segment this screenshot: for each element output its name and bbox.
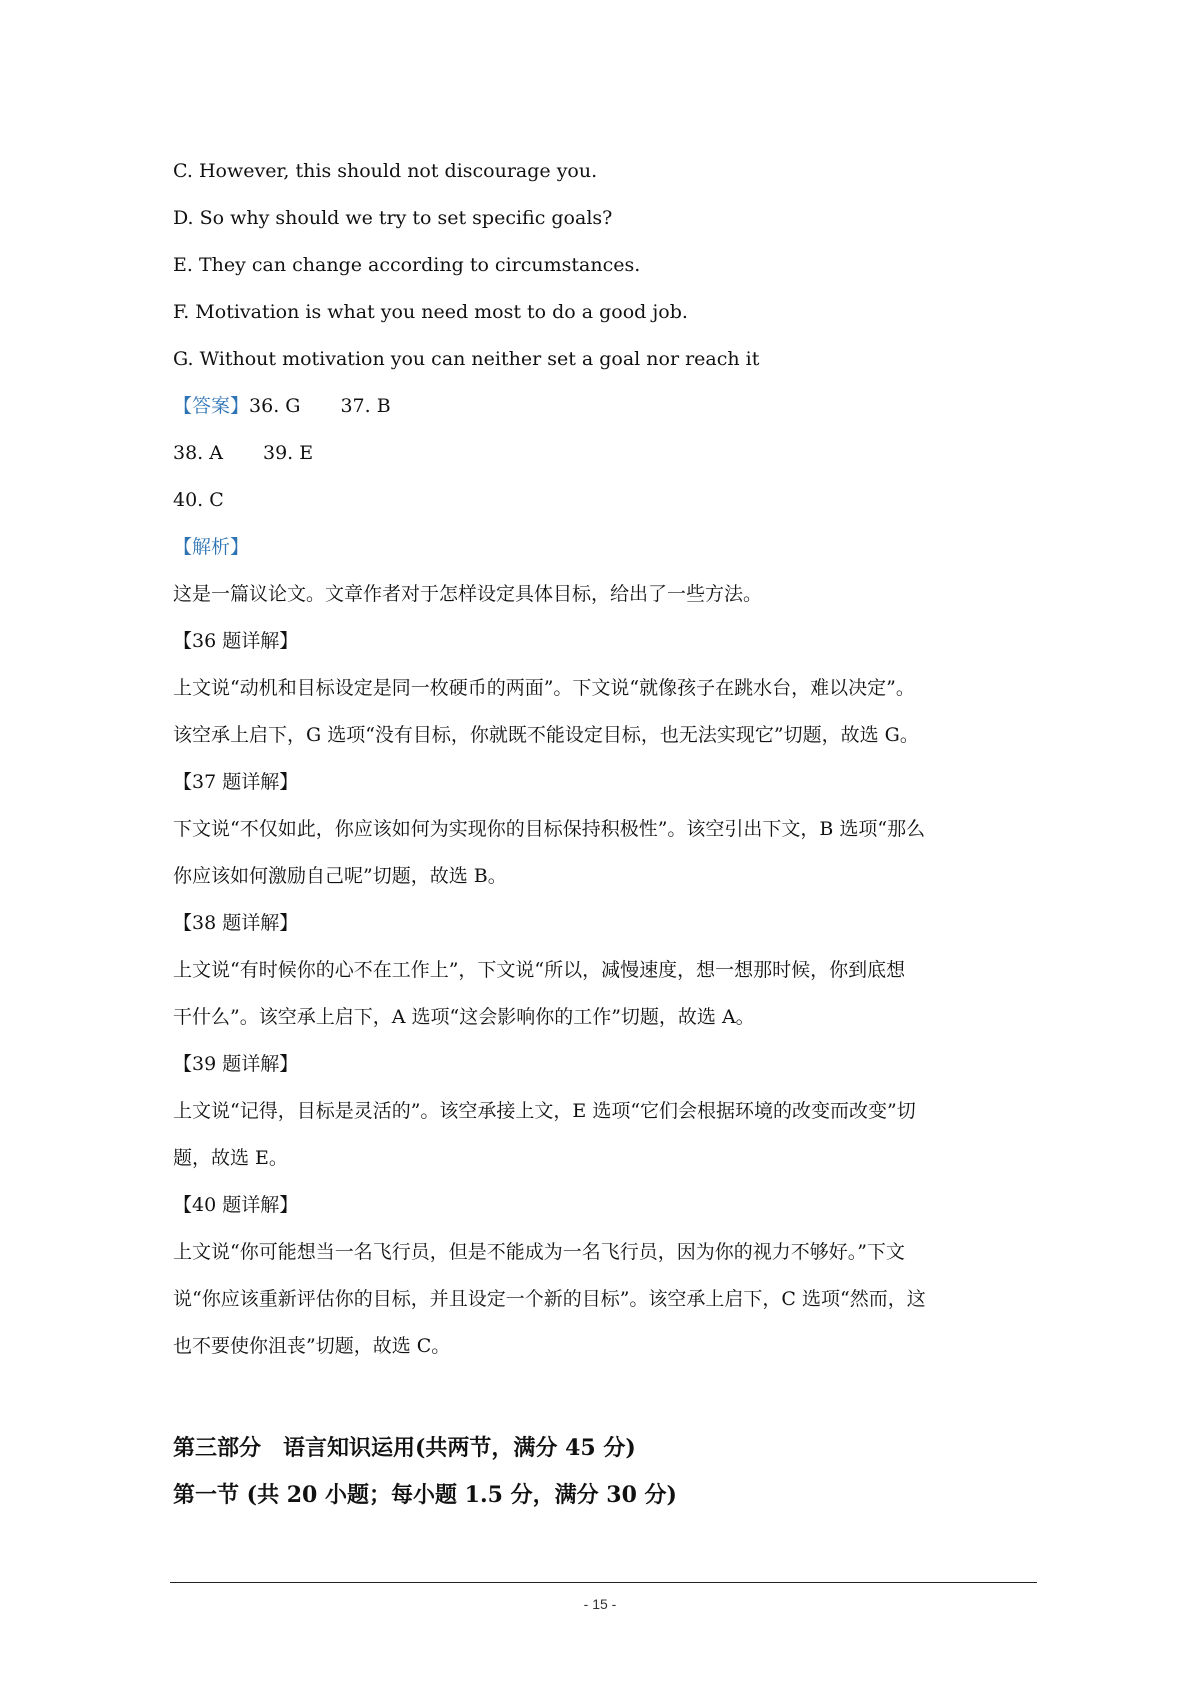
q40-text-line: 说“你应该重新评估你的目标，并且设定一个新的目标”。该空承上启下，C 选项“然而，这 xyxy=(173,1288,926,1310)
option-g: G. Without motivation you can neither set a goal nor reach it xyxy=(173,348,760,370)
option-c: C. However, this should not discourage you. xyxy=(173,160,598,182)
q39-text-line: 题，故选 E。 xyxy=(173,1147,288,1169)
q36-title: 【36 题详解】 xyxy=(173,630,299,652)
answer-37: 37. B xyxy=(340,395,391,417)
q39-title: 【39 题详解】 xyxy=(173,1053,299,1075)
footer-divider xyxy=(170,1582,1037,1583)
q37-title: 【37 题详解】 xyxy=(173,771,299,793)
answer-line-3 xyxy=(173,487,224,513)
q36-text-line: 上文说“动机和目标设定是同一枚硬币的两面”。下文说“就像孩子在跳水台，难以决定”。 xyxy=(173,677,915,699)
q37-text-line: 你应该如何激励自己呢”切题，故选 B。 xyxy=(173,865,507,887)
answer-label: 【答案】 xyxy=(173,395,250,417)
q38-text-line: 干什么”。该空承上启下，A 选项“这会影响你的工作”切题，故选 A。 xyxy=(173,1006,755,1028)
answer-line-2 xyxy=(173,440,313,466)
q40-title: 【40 题详解】 xyxy=(173,1194,299,1216)
q38-text-line: 上文说“有时候你的心不在工作上”，下文说“所以，减慢速度，想一想那时候，你到底想 xyxy=(173,959,906,981)
option-e: E. They can change according to circumstances. xyxy=(173,254,641,276)
answer-39: 39. E xyxy=(262,442,314,464)
analysis-label: 【解析】 xyxy=(173,536,250,558)
q38-title: 【38 题详解】 xyxy=(173,912,299,934)
option-d: D. So why should we try to set specific goals? xyxy=(173,207,613,229)
part3-heading: 第三部分 语言知识运用(共两节，满分 45 分) xyxy=(173,1435,636,1461)
section1-heading: 第一节 (共 20 小题；每小题 1.5 分，满分 30 分) xyxy=(173,1482,677,1508)
answer-40: 40. C xyxy=(173,489,224,511)
page-number: - 15 - xyxy=(583,1596,617,1612)
q37-text-line: 下文说“不仅如此，你应该如何为实现你的目标保持积极性”。该空引出下文，B 选项“那么 xyxy=(173,818,926,840)
answer-38: 38. A xyxy=(173,442,223,464)
option-f: F. Motivation is what you need most to do a good job. xyxy=(173,301,688,323)
q39-text-line: 上文说“记得，目标是灵活的”。该空承接上文，E 选项“它们会根据环境的改变而改变”切 xyxy=(173,1100,916,1122)
q40-text-line: 也不要使你沮丧”切题，故选 C。 xyxy=(173,1335,451,1357)
analysis-summary: 这是一篇议论文。文章作者对于怎样设定具体目标，给出了一些方法。 xyxy=(173,583,763,605)
answer-line-1 xyxy=(173,393,391,419)
q36-text-line: 该空承上启下，G 选项“没有目标，你就既不能设定目标，也无法实现它”切题，故选 G。 xyxy=(173,724,919,746)
q40-text-line: 上文说“你可能想当一名飞行员，但是不能成为一名飞行员，因为你的视力不够好。”下文 xyxy=(173,1241,905,1263)
answer-36: 36. G xyxy=(249,395,301,417)
